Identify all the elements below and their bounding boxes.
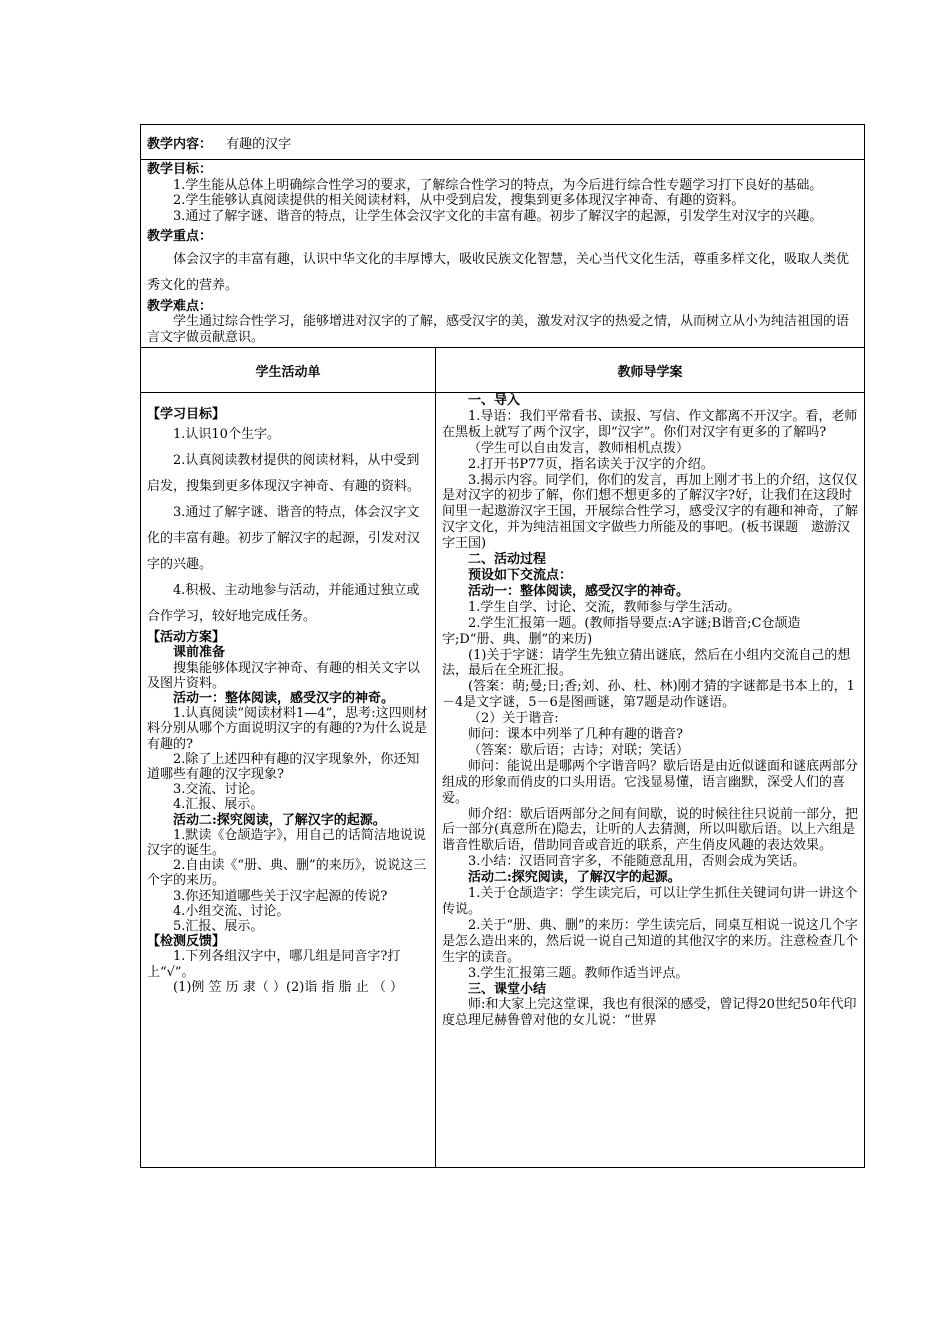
goal-item: 3.通过了解字谜、谐音的特点，让学生体会汉字文化的丰富有趣。初步了解汉字的起源，引发学生对汉字的兴趣。 (173, 208, 823, 224)
right-paragraph: 师介绍：歇后语两部分之间有间歇，说的时候往往只说前一部分，把后一部分(真意所在)隐去，让听的人去猜测，所以叫歇后语。以上六组是谐音性歇后语，借助同音或音近的联系，产生俏皮风趣的表达效果。 (442, 806, 859, 854)
lesson-plan-page (140, 124, 864, 1168)
left-goal-item: 3.通过了解字谜、谐音的特点，体会汉字文化的丰富有趣。初步了解汉字的起源，引发对汉字的兴趣。 (147, 505, 421, 573)
left-act1-item: 2.除了上述四种有趣的汉字现象外，你还知道哪些有趣的汉字现象? (147, 751, 420, 783)
difficulty-title: 教学难点： (147, 298, 213, 314)
right-section-2: 二、活动过程 (468, 552, 547, 568)
lesson-plan-table (140, 124, 865, 1168)
key-text: 体会汉字的丰富有趣，认识中华文化的丰厚博大，吸收民族文化智慧，关心当代文化生活，尊重多样文化，吸取人类优秀文化的营养。 (147, 251, 850, 293)
content-label: 教学内容： (147, 136, 213, 152)
right-paragraph: 2.学生汇报第一题。(教师指导要点:A字谜;B谐音;C仓颉造字;D“册、典、删”的来历) (442, 615, 801, 647)
right-paragraph: 2.关于“册、典、删”的来历：学生读完后，同桌互相说一说这几个字是怎么造出来的，然后说一说自己知道的其他汉字的来历。注意检查几个生字的读音。 (442, 917, 859, 965)
content-row (141, 125, 865, 160)
left-prep-text: 搜集能够体现汉字神奇、有趣的相关文字以及图片资料。 (147, 660, 421, 691)
left-goal-item: 4.积极、主动地参与活动，并能通过独立或合作学习，较好地完成任务。 (147, 583, 420, 625)
right-section-1: 一、导入 (468, 393, 521, 408)
right-paragraph: 3.小结：汉语同音字多，不能随意乱用，否则会成为笑话。 (468, 854, 806, 870)
right-paragraph: （答案：歇后语；古诗；对联；笑话） (468, 742, 690, 758)
left-act2-title: 活动二:探究阅读，了解汉字的起源。 (173, 812, 386, 828)
right-paragraph: 1.导语：我们平常看书、读报、写信、作文都离不开汉字。看，老师在黑板上就写了两个汉字，即“汉字”。你们对汉字有更多的了解吗? (442, 408, 858, 440)
right-paragraph: 3.学生汇报第三题。教师作适当评点。 (468, 965, 689, 981)
right-paragraph: 2.打开书P77页，指名读关于汉字的介绍。 (468, 456, 714, 472)
left-feedback-item: (1)例 笠 历 隶（ ）(2)诣 指 脂 止 （ ） (173, 979, 404, 995)
goal-item: 2.学生能够认真阅读提供的相关阅读材料，从中受到启发，搜集到更多体现汉字神奇、有趣的资料。 (173, 193, 745, 208)
key-title: 教学重点： (147, 229, 213, 244)
goals-title: 教学目标： (147, 162, 213, 177)
right-paragraph: (1)关于字谜：请学生先独立猜出谜底，然后在小组内交流自己的想法，最后在全班汇报。 (442, 647, 851, 679)
right-paragraph: 师:和大家上完这堂课，我也有很深的感受，曾记得20世纪50年代印度总理尼赫鲁曾对他的女儿说：“世界 (442, 997, 857, 1029)
left-act1-item: 4.汇报、展示。 (173, 797, 264, 813)
right-section-3: 三、课堂小结 (468, 981, 547, 997)
left-act2-item: 5.汇报、展示。 (173, 919, 264, 935)
right-activity-1-title: 活动一：整体阅读，感受汉字的神奇。 (468, 583, 690, 599)
column-header-row (141, 348, 865, 393)
right-paragraph: (答案：萌;曼;日;香;刘、孙、杜、林)刚才猜的字谜都是书本上的，1－4是文字谜，5－6是图画谜，第7题是动作谜语。 (442, 679, 855, 711)
left-feedback-title: 【检测反馈】 (147, 934, 226, 950)
goals-row (141, 160, 865, 348)
left-act1-title: 活动一：整体阅读，感受汉字的神奇。 (173, 691, 395, 707)
right-paragraph: 师问：课本中列举了几种有趣的谐音? (468, 727, 683, 743)
left-plan-title: 【活动方案】 (147, 630, 226, 646)
difficulty-text: 学生通过综合性学习，能够增进对汉字的了解，感受汉字的美，激发对汉字的热爱之情，从而树立从小为纯洁祖国的语言文字做贡献意识。 (147, 314, 850, 345)
right-paragraph: 3.揭示内容。同学们，你们的发言，再加上刚才书上的介绍，这仅仅是对汉字的初步了解，你们想不想更多的了解汉字?好，让我们在这段时间里一起遨游汉字王国，开展综合性学习，感受汉字的有趣和神奇，了解汉字文化，并为纯洁祖国文字做些力所能及的事吧。(板书课题 遨游汉字王国) (442, 472, 859, 552)
left-feedback-item: 1.下列各组汉字中，哪几组是同音字?打上“√”。 (147, 949, 401, 980)
right-section-2-sub: 预设如下交流点： (468, 567, 573, 583)
right-activity-2-title: 活动二:探究阅读，了解汉字的起源。 (468, 870, 681, 886)
left-act1-item: 1.认真阅读“阅读材料1—4”，思考:这四则材料分别从哪个方面说明汉字的有趣的?为什么说是有趣的? (147, 706, 428, 752)
right-paragraph: （2）关于谐音: (468, 711, 559, 727)
teacher-guide-column (436, 393, 865, 1168)
right-paragraph: 1.关于仓颉造字：学生读完后，可以让学生抓住关键词句讲一讲这个传说。 (442, 886, 858, 917)
left-prep-title: 课前准备 (173, 645, 226, 661)
left-goal-item: 1.认识10个生字。 (173, 427, 280, 443)
body-row (141, 393, 865, 1168)
goal-item: 1.学生能从总体上明确综合性学习的要求，了解综合性学习的特点，为今后进行综合性专题学习打下良好的基础。 (173, 177, 823, 193)
right-paragraph: 1.学生自学、讨论、交流，教师参与学生活动。 (468, 599, 741, 615)
left-act2-item: 4.小组交流、讨论。 (173, 903, 290, 919)
right-paragraph: 师问：能说出是哪两个字谐音吗？歇后语是由近似谜面和谜底两部分组成的形象而俏皮的口头用语。它浅显易懂，语言幽默，深受人们的喜爱。 (442, 758, 859, 806)
left-goal-title: 【学习目标】 (147, 407, 226, 422)
left-act2-item: 2.自由读《“册、典、删”的来历》，说说这三个字的来历。 (147, 858, 427, 889)
header-teacher: 教师导学案 (436, 348, 865, 393)
content-value: 有趣的汉字 (226, 136, 292, 152)
left-goal-item: 2.认真阅读教材提供的阅读材料，从中受到启发，搜集到更多体现汉字神奇、有趣的资料。 (147, 453, 421, 495)
student-activity-column (141, 393, 436, 1168)
left-act2-item: 3.你还知道哪些关于汉字起源的传说? (173, 888, 388, 904)
header-student: 学生活动单 (141, 348, 436, 393)
left-act1-item: 3.交流、讨论。 (173, 782, 264, 798)
right-paragraph: （学生可以自由发言，教师相机点拨） (468, 440, 690, 456)
left-act2-item: 1.默读《仓颉造字》，用自己的话简洁地说说汉字的诞生。 (147, 827, 426, 859)
